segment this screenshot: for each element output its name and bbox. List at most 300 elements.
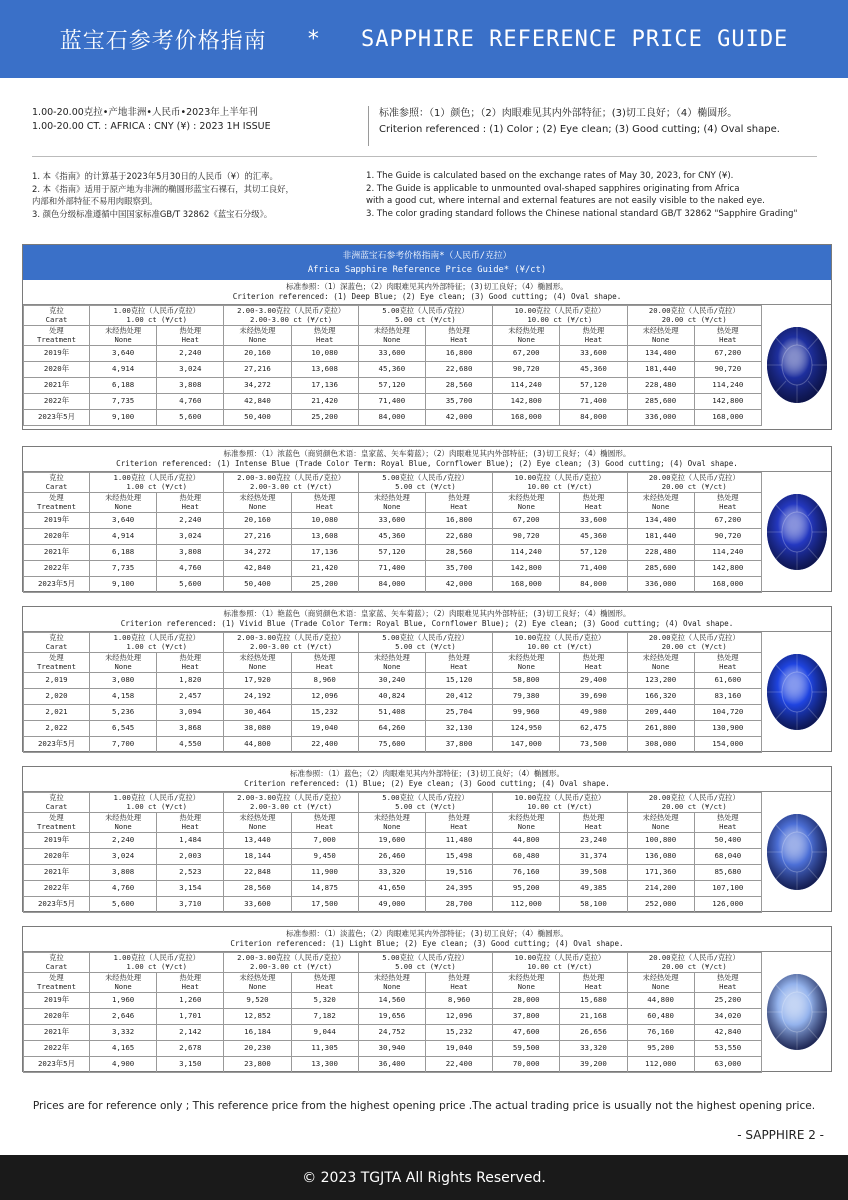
size-header-top: 20.00克拉（人民币/克拉） [648,305,740,315]
price-cell: 3,150 [157,1057,224,1073]
price-cell: 4,165 [90,1041,157,1057]
price-cell: 35,700 [425,394,492,410]
none-header-bottom: None [248,981,267,991]
price-cell: 35,700 [425,561,492,577]
table-row [24,394,762,410]
heat-header-bottom: Heat [450,821,468,831]
price-cell: 4,914 [90,362,157,378]
none-header [627,973,694,993]
price-cell: 34,272 [224,378,291,394]
row-year: 2020年 [24,849,90,865]
row-year: 2021年 [24,545,90,561]
size-header [90,306,224,326]
price-cell: 40,824 [358,689,425,705]
none-header-bottom: None [383,501,401,511]
price-cell: 252,000 [627,897,694,913]
table-wrap [23,632,831,753]
price-cell: 15,232 [425,1025,492,1041]
price-cell: 95,200 [627,1041,694,1057]
price-cell: 7,700 [90,737,157,753]
criterion-cn: 标准参照：（1）浓蓝色（商贸颜色术语：皇家蓝、矢车菊蓝）；（2）肉眼难见其内外部特征；(3)切工良好；（4）椭圆形。 [223,449,631,458]
price-cell: 26,656 [560,1025,627,1041]
price-cell: 73,500 [560,737,627,753]
price-cell: 4,760 [157,561,224,577]
size-header [493,473,627,493]
table-row [24,833,762,849]
carat-label-bottom: Carat [45,481,68,491]
size-header-top: 10.00克拉（人民币/克拉） [514,472,606,482]
heat-header [291,813,358,833]
price-cell: 30,240 [358,673,425,689]
price-cell: 3,024 [157,529,224,545]
price-cell: 12,096 [291,689,358,705]
table-row [24,673,762,689]
price-table [23,472,762,593]
size-header-bottom: 20.00 ct (¥/ct) [661,314,727,324]
row-year: 2019年 [24,346,90,362]
price-cell: 2,240 [90,833,157,849]
none-header-top: 未经热处理 [239,325,276,335]
price-cell: 58,800 [493,673,560,689]
heat-header-bottom: Heat [316,821,334,831]
price-cell: 3,332 [90,1025,157,1041]
price-cell: 57,120 [358,545,425,561]
price-cell: 25,704 [425,705,492,721]
table-row [24,1041,762,1057]
row-year: 2020年 [24,1009,90,1025]
table-row [24,1057,762,1073]
criterion-en: Criterion referenced: (1) Light Blue; (2) Eye clean; (3) Good cutting; (4) Oval shape. [230,939,624,948]
price-cell: 16,184 [224,1025,291,1041]
price-cell: 22,848 [224,865,291,881]
price-cell: 67,200 [493,513,560,529]
price-cell: 33,600 [560,513,627,529]
size-header [493,793,627,813]
price-cell: 6,188 [90,378,157,394]
size-header [627,793,761,813]
page-header [0,0,848,78]
size-header-top: 1.00克拉（人民币/克拉） [113,952,200,962]
none-header-top: 未经热处理 [239,492,276,502]
size-header [224,633,358,653]
heat-header [291,653,358,673]
row-year: 2023年5月 [24,737,90,753]
price-cell: 84,000 [358,577,425,593]
none-header-bottom: None [114,661,132,671]
price-cell: 13,608 [291,362,358,378]
price-cell: 3,808 [157,378,224,394]
price-table [23,792,762,913]
row-year: 2019年 [24,513,90,529]
criterion-cn: 标准参照：（1）蓝色；（2）肉眼难见其内外部特征；(3)切工良好；（4）椭圆形。 [289,769,565,778]
carat-label-top: 克拉 [49,305,64,315]
price-cell: 3,080 [90,673,157,689]
none-header-bottom: None [383,821,401,831]
price-cell: 22,680 [425,362,492,378]
size-header-top: 10.00克拉（人民币/克拉） [514,305,606,315]
price-cell: 9,100 [90,410,157,426]
table-row [24,378,762,394]
size-header-top: 1.00克拉（人民币/克拉） [113,472,200,482]
heat-header [694,653,761,673]
price-cell: 60,480 [627,1009,694,1025]
size-header [90,953,224,973]
heat-header [425,493,492,513]
heat-header [694,973,761,993]
heat-header [425,973,492,993]
heat-header [560,973,627,993]
none-header [90,326,157,346]
carat-label-top: 克拉 [49,472,64,482]
criterion-en: Criterion referenced: (1) Deep Blue; (2) Eye clean; (3) Good cutting; (4) Oval shape. [232,292,622,301]
heat-header-bottom: Heat [450,334,468,344]
treatment-label [24,653,90,673]
price-cell: 42,840 [224,394,291,410]
none-header [90,653,157,673]
criterion-line-cn: 标准参照：（1）颜色；（2）肉眼难见其内外部特征；(3)切工良好；（4）椭圆形。 [379,108,738,119]
none-header-bottom: None [651,661,670,671]
none-header-top: 未经热处理 [508,325,545,335]
price-section [22,926,832,1072]
price-cell: 49,980 [560,705,627,721]
price-cell: 71,400 [358,561,425,577]
none-header-bottom: None [383,661,401,671]
heat-header [425,326,492,346]
treatment-label-bottom: Treatment [37,501,76,511]
price-cell: 2,240 [157,513,224,529]
disclaimer: Prices are for reference only ; This reference price from the highest opening price .The actual trading price is usually not the highest opening price. [32,1100,816,1112]
price-cell: 112,000 [493,897,560,913]
heat-header-bottom: Heat [450,501,468,511]
price-section [22,606,832,752]
price-cell: 22,680 [425,529,492,545]
price-cell: 18,144 [224,849,291,865]
price-cell: 7,000 [291,833,358,849]
row-year: 2023年5月 [24,577,90,593]
price-cell: 33,600 [224,897,291,913]
heat-header [425,653,492,673]
price-cell: 41,650 [358,881,425,897]
price-section [22,244,832,430]
heat-header-top: 热处理 [582,812,605,822]
row-year: 2021年 [24,865,90,881]
price-cell: 60,480 [493,849,560,865]
price-cell: 123,200 [627,673,694,689]
note-en-2: 2. The Guide is applicable to unmounted oval-shaped sapphires originating from Africa [366,183,740,194]
size-header-bottom: 5.00 ct (¥/ct) [395,641,456,651]
price-cell: 114,240 [694,378,761,394]
price-cell: 30,940 [358,1041,425,1057]
price-cell: 168,000 [493,577,560,593]
row-year: 2023年5月 [24,410,90,426]
price-cell: 61,600 [694,673,761,689]
price-cell: 71,400 [560,394,627,410]
price-cell: 100,800 [627,833,694,849]
table-row [24,881,762,897]
size-header-top: 2.00-3.00克拉（人民币/克拉） [237,472,346,482]
table-row [24,865,762,881]
heat-header-top: 热处理 [717,325,739,335]
size-header-bottom: 1.00 ct (¥/ct) [126,481,187,491]
price-cell: 13,300 [291,1057,358,1073]
heat-header-top: 热处理 [313,652,336,662]
issue-line-cn: 1.00-20.00克拉•产地非洲•人民币•2023年上半年刊 [32,107,258,118]
heat-header-top: 热处理 [582,652,605,662]
price-cell: 8,960 [291,673,358,689]
price-cell: 33,320 [358,865,425,881]
heat-header [291,326,358,346]
price-cell: 76,160 [493,865,560,881]
table-row [24,1025,762,1041]
size-header [90,473,224,493]
none-header-bottom: None [383,981,401,991]
price-cell: 33,600 [358,513,425,529]
criterion-cn: 标准参照：（1）深蓝色；（2）肉眼难见其内外部特征；(3)切工良好；（4）椭圆形。 [286,282,568,291]
none-header-top: 未经热处理 [373,652,410,662]
price-cell: 21,168 [560,1009,627,1025]
price-cell: 168,000 [694,410,761,426]
none-header [90,813,157,833]
price-cell: 53,550 [694,1041,761,1057]
table-wrap [23,472,831,593]
size-header-bottom: 20.00 ct (¥/ct) [661,641,727,651]
price-cell: 24,395 [425,881,492,897]
price-cell: 71,400 [560,561,627,577]
none-header [358,493,425,513]
header-title-cn: 蓝宝石参考价格指南 [59,28,267,54]
heat-header-top: 热处理 [448,492,470,502]
price-cell: 67,200 [694,346,761,362]
table-wrap [23,952,831,1073]
none-header-top: 未经热处理 [105,812,142,822]
treatment-label-top: 处理 [49,972,64,982]
treatment-label [24,973,90,993]
price-cell: 124,950 [493,721,560,737]
heat-header-top: 热处理 [179,812,202,822]
price-cell: 90,720 [493,529,560,545]
heat-header-bottom: Heat [719,661,737,671]
carat-label [24,473,90,493]
none-header-bottom: None [248,821,267,831]
none-header [493,493,560,513]
none-header [224,813,291,833]
heat-header-bottom: Heat [450,981,468,991]
price-cell: 31,374 [560,849,627,865]
header-title-en: SAPPHIRE REFERENCE PRICE GUIDE [360,26,789,52]
price-cell: 42,000 [425,577,492,593]
price-cell: 142,800 [493,561,560,577]
sapphire-gem-image [763,472,831,592]
none-header [224,493,291,513]
price-cell: 112,000 [627,1057,694,1073]
price-cell: 3,640 [90,513,157,529]
price-cell: 142,800 [694,394,761,410]
price-cell: 147,000 [493,737,560,753]
none-header-bottom: None [517,334,535,344]
price-cell: 85,680 [694,865,761,881]
issue-info-right [379,106,824,138]
size-header [493,953,627,973]
size-header-bottom: 5.00 ct (¥/ct) [395,314,456,324]
price-cell: 76,160 [627,1025,694,1041]
none-header [627,653,694,673]
price-cell: 21,420 [291,561,358,577]
price-cell: 2,646 [90,1009,157,1025]
none-header [224,326,291,346]
price-cell: 14,875 [291,881,358,897]
price-cell: 2,678 [157,1041,224,1057]
heat-header-top: 热处理 [448,812,470,822]
price-cell: 1,960 [90,993,157,1009]
price-cell: 12,096 [425,1009,492,1025]
treatment-label-top: 处理 [49,652,64,662]
price-cell: 8,960 [425,993,492,1009]
price-cell: 15,120 [425,673,492,689]
size-header-top: 1.00克拉（人民币/克拉） [113,632,200,642]
price-cell: 57,120 [560,545,627,561]
notes-cn [32,170,357,220]
size-header-top: 20.00克拉（人民币/克拉） [648,952,740,962]
none-header-top: 未经热处理 [239,972,276,982]
heat-header-bottom: Heat [316,334,334,344]
price-cell: 4,760 [90,881,157,897]
price-cell: 16,800 [425,346,492,362]
carat-label-top: 克拉 [49,952,64,962]
criterion-line-en: Criterion referenced : (1) Color ; (2) Eye clean; (3) Good cutting; (4) Oval shape. [379,124,780,135]
price-cell: 68,040 [694,849,761,865]
price-cell: 3,094 [157,705,224,721]
price-cell: 38,080 [224,721,291,737]
price-cell: 20,230 [224,1041,291,1057]
price-cell: 24,192 [224,689,291,705]
row-year: 2,021 [24,705,90,721]
heat-header [694,326,761,346]
price-cell: 261,800 [627,721,694,737]
none-header-bottom: None [248,661,267,671]
price-cell: 22,400 [425,1057,492,1073]
price-cell: 7,735 [90,561,157,577]
price-cell: 23,800 [224,1057,291,1073]
heat-header-top: 热处理 [313,492,336,502]
price-cell: 19,600 [358,833,425,849]
price-cell: 70,000 [493,1057,560,1073]
size-header [358,953,492,973]
oval-sapphire-icon [764,652,830,732]
treatment-label-bottom: Treatment [37,821,76,831]
none-header [493,973,560,993]
price-cell: 5,600 [157,577,224,593]
size-header-bottom: 5.00 ct (¥/ct) [395,961,456,971]
price-cell: 28,560 [425,545,492,561]
size-header-top: 2.00-3.00克拉（人民币/克拉） [237,792,346,802]
none-header-bottom: None [248,334,267,344]
size-header [90,793,224,813]
price-cell: 45,360 [560,362,627,378]
size-header-bottom: 2.00-3.00 ct (¥/ct) [249,481,333,491]
heat-header-top: 热处理 [448,325,470,335]
heat-header-top: 热处理 [582,972,605,982]
price-cell: 5,320 [291,993,358,1009]
price-cell: 209,440 [627,705,694,721]
price-section [22,766,832,912]
price-cell: 126,000 [694,897,761,913]
price-cell: 59,500 [493,1041,560,1057]
price-cell: 19,656 [358,1009,425,1025]
none-header-top: 未经热处理 [508,492,545,502]
price-cell: 42,840 [694,1025,761,1041]
treatment-label [24,813,90,833]
copyright: © 2023 TGJTA All Rights Reserved. [302,1169,546,1186]
price-cell: 58,100 [560,897,627,913]
price-cell: 228,480 [627,545,694,561]
price-cell: 228,480 [627,378,694,394]
none-header-top: 未经热处理 [642,325,679,335]
price-cell: 19,040 [291,721,358,737]
none-header [627,493,694,513]
row-year: 2022年 [24,881,90,897]
price-cell: 13,440 [224,833,291,849]
size-header [358,473,492,493]
heat-header-bottom: Heat [719,334,737,344]
price-cell: 5,236 [90,705,157,721]
carat-label-bottom: Carat [45,801,68,811]
note-en-3: 3. The color grading standard follows the Chinese national standard GB/T 32862 "Sapphire Grading" [366,208,798,219]
price-cell: 2,240 [157,346,224,362]
none-header-top: 未经热处理 [373,972,410,982]
price-cell: 3,154 [157,881,224,897]
heat-header-bottom: Heat [316,981,334,991]
price-cell: 285,600 [627,394,694,410]
none-header-bottom: None [517,661,535,671]
table-row [24,513,762,529]
size-header-top: 2.00-3.00克拉（人民币/克拉） [237,952,346,962]
note-cn-2b: 内部和外部特征不易用肉眼察到。 [32,196,158,206]
heat-header [560,326,627,346]
heat-header-top: 热处理 [717,972,739,982]
price-cell: 3,808 [157,545,224,561]
none-header-top: 未经热处理 [508,652,545,662]
criterion-cn: 标准参照：（1）淡蓝色；（2）肉眼难见其内外部特征；(3)切工良好；（4）椭圆形。 [286,929,568,938]
price-cell: 28,700 [425,897,492,913]
price-cell: 130,900 [694,721,761,737]
price-cell: 171,360 [627,865,694,881]
price-cell: 44,800 [627,993,694,1009]
heat-header [560,493,627,513]
price-cell: 5,600 [157,410,224,426]
size-header [224,953,358,973]
row-year: 2020年 [24,362,90,378]
heat-header-top: 热处理 [717,652,739,662]
price-table [23,952,762,1073]
size-header-bottom: 10.00 ct (¥/ct) [527,641,593,651]
table-row [24,705,762,721]
note-cn-2: 2. 本《指南》适用于原产地为非洲的椭圆形蓝宝石裸石，其切工良好， [32,183,294,194]
footer [0,1155,848,1200]
price-cell: 28,000 [493,993,560,1009]
heat-header-top: 热处理 [582,492,605,502]
price-cell: 27,216 [224,362,291,378]
price-cell: 166,320 [627,689,694,705]
heat-header [694,813,761,833]
criterion-cn: 标准参照：（1）艳蓝色（商贸颜色术语：皇家蓝、矢车菊蓝）；（2）肉眼难见其内外部特征；(3)切工良好；（4）椭圆形。 [223,609,631,618]
size-header-top: 20.00克拉（人民币/克拉） [648,472,740,482]
size-header [224,473,358,493]
price-cell: 136,080 [627,849,694,865]
price-cell: 142,800 [493,394,560,410]
none-header-bottom: None [114,501,132,511]
heat-header-top: 热处理 [179,492,202,502]
none-header [358,326,425,346]
